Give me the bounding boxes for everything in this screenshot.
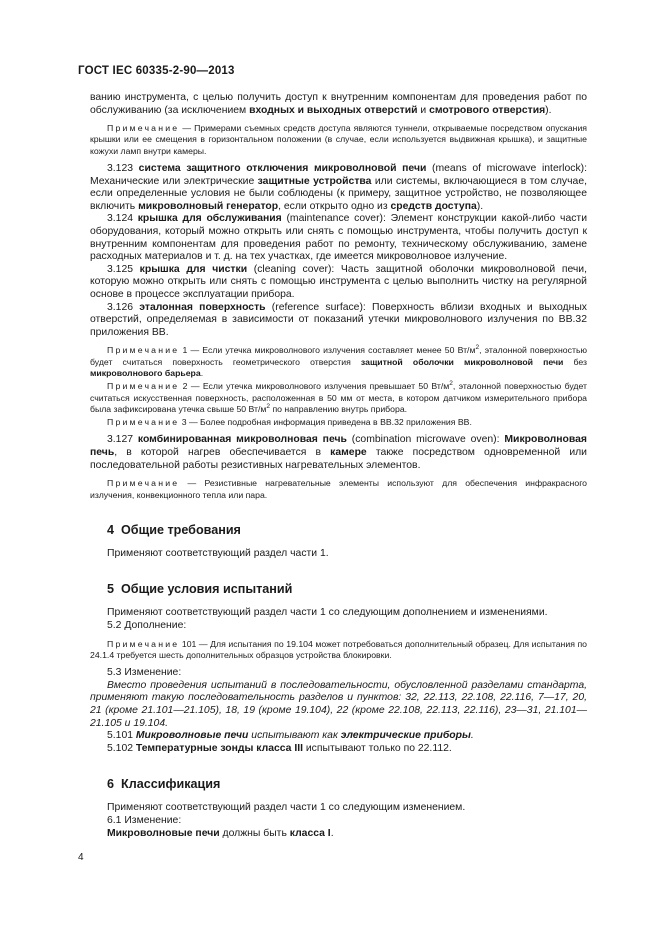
note-2-reference-surface: Примечание 2 — Если утечка микроволнового излучения превышает 50 $Вт/м^2$, эталонной поверхностью будет считаться искусственная поверхность, расположенная в 50 мм от места, в котором датчиком измерительного прибора была зафиксирована утечка свыше 50 $Вт/м^2$ по направлению внутрь прибора. [90, 380, 588, 414]
clause-3-124: 3.124 крышка для обслуживания (maintenance cover): Элемент конструкции какой-либо части оборудования, который можно открыть или снять с помощью инструмента, чтобы получить доступ к внутренним компонентам для проведения работ по ремонту, техническому обслуживанию, замене расходных материалов и т. д. на тех участках, где имеется микроволновое излучение. [90, 213, 587, 263]
paragraph-continuation: ванию инструмента, с целью получить доступ к внутренним компонентам для проведения работ по обслуживанию (за исключением входных и выходных отверстий и смотрового отверстия). [90, 92, 587, 116]
note-resistive-elements: Примечание — Резистивные нагревательные элементы используют для обеспечения инфракрасного излучения, конвекционного тепла или пара. [90, 478, 587, 500]
section-6-text: Применяют соответствующий раздел части 1 со следующим изменением. [107, 802, 466, 814]
clause-5-2: 5.2 Дополнение: [107, 620, 187, 632]
note-3-reference-surface: Примечание 3 — Более подробная информация приведена в ВВ.32 приложения ВВ. [107, 417, 472, 428]
clause-5-101: 5.101 Микроволновые печи испытывают как электрические приборы. [107, 730, 474, 742]
clause-6-1: 6.1 Изменение: [107, 814, 182, 826]
standard-header: ГОСТ IEC 60335-2-90—2013 [78, 65, 235, 77]
clause-3-126: 3.126 эталонная поверхность (reference surface): Поверхность вблизи входных и выходных отверстий, определяемая в зависимости от показаний утечки микроволнового излучения по ВВ.32 приложения ВВ. [90, 301, 587, 338]
section-5-text: Применяют соответствующий раздел части 1 со следующим дополнением и изменениями. [107, 607, 548, 619]
clause-3-127: 3.127 комбинированная микроволновая печь (combination microwave oven): Микроволновая печь, в которой нагрев обеспечивается в камере также посредством одновременной или последовательной работы резистивных нагревательных элементов. [90, 434, 587, 471]
section-4-text: Применяют соответствующий раздел части 1. [107, 547, 329, 559]
section-4-heading: 4 Общие требования [107, 522, 241, 537]
document-body [90, 92, 587, 840]
note-101: Примечание 101 — Для испытания по 19.104 может потребоваться дополнительный образец. Для испытания по 24.1.4 требуется шесть дополнительных образцов устройства блокировки. [90, 638, 587, 660]
clause-3-125: 3.125 крышка для чистки (cleaning cover): Часть защитной оболочки микроволновой печи, которую можно открыть или снять с помощью инструмента с целью выполнить чистку на регулярной основе в процессе эксплуатации прибора. [90, 263, 588, 301]
clause-5-102: 5.102 Температурные зонды класса III испытывают только по 22.112. [107, 742, 452, 754]
note-1-reference-surface: Примечание 1 — Если утечка микроволнового излучения составляет менее 50 $Вт/м^2$, эталонной поверхностью будет считаться поверхность геометрического отверстия защитной оболочки микроволновой печи без микроволнового барьера. [90, 344, 587, 378]
clause-5-3-sequence: Вместо проведения испытаний в последовательности, обусловленной разделами стандарта, применяют такую последовательность разделов и пунктов: 32, 22.113, 22.108, 22.116, 7—17, 20, 21 (кроме 21.101—21.105), 18, 19 (кроме 19.104), 22 (кроме 22.108, 22.113, 22.116), 23—31, 21.101—21.105 и 19.104. [90, 679, 587, 729]
page-number: 4 [78, 852, 84, 863]
clause-6-1-text: Микроволновые печи должны быть класса I. [107, 827, 334, 839]
section-5-heading: 5 Общие условия испытаний [107, 582, 293, 597]
clause-5-3: 5.3 Изменение: [107, 667, 182, 679]
clause-3-123: 3.123 система защитного отключения микроволновой печи (means of microwave interlock): Механические или электрические защитные устройства или системы, включающиеся в том случае, если определенные условия не были соблюдены (к примеру, защитное устройство, не позволяющее включить микроволновый генератор, если открыто одно из средств доступа). [90, 163, 588, 212]
note-examples: Примечание — Примерами съемных средств доступа являются туннели, открываемые посредством опускания крышки или ее смещения в горизонтальном положении (в случае, если используется выдвижная крышка), и защитные кожухи ламп внутри камеры. [90, 123, 587, 156]
section-6-heading: 6 Классификация [107, 777, 221, 792]
